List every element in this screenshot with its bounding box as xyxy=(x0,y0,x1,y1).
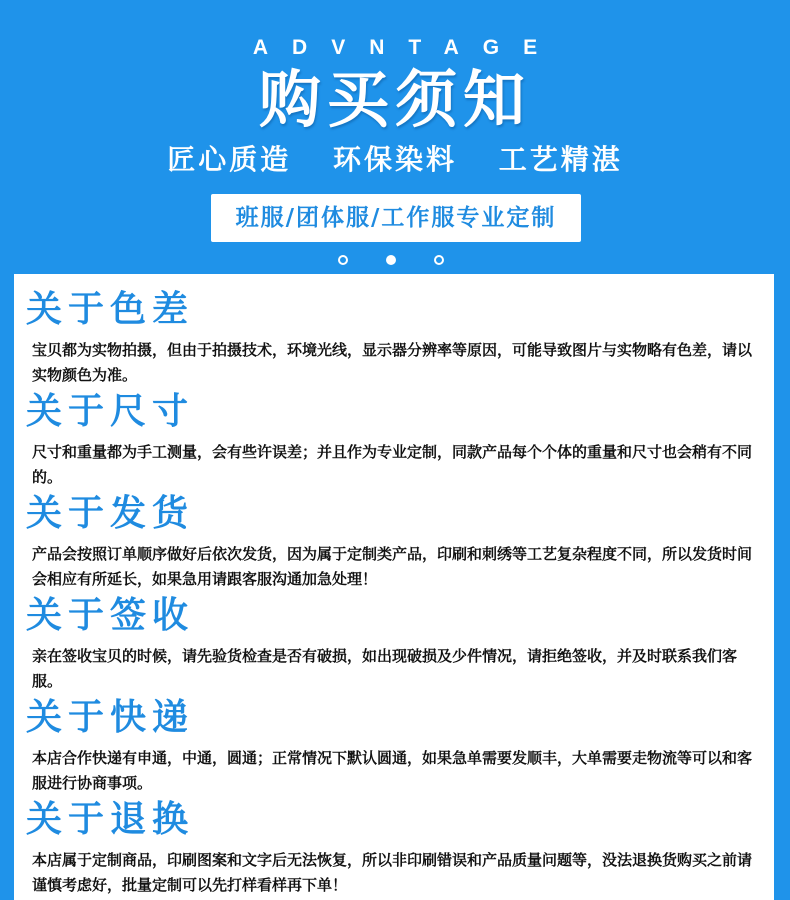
section-title: 关于快递 xyxy=(26,697,195,738)
pager-dot-3 xyxy=(434,255,444,265)
section-body: 尺寸和重量都为手工测量，会有些许误差；并且作为专业定制，同款产品每个个体的重量和尺寸也会稍有不同的。 xyxy=(32,443,753,486)
section-title: 关于退换 xyxy=(26,799,195,840)
section-receipt xyxy=(14,592,774,694)
notice-panel xyxy=(14,274,774,900)
tagline-2: 环保染料 xyxy=(332,143,457,176)
section-color-difference xyxy=(14,286,774,388)
hero-banner xyxy=(0,0,790,270)
pager-dots xyxy=(336,253,454,267)
tagline-1: 匠心质造 xyxy=(167,143,292,176)
section-body: 本店属于定制商品，印刷图案和文字后无法恢复，所以非印刷错误和产品质量问题等，没法退换货购买之前请谨慎考虑好，批量定制可以先打样看样再下单！ xyxy=(32,851,753,894)
section-shipping xyxy=(14,490,774,592)
tagline-3: 工艺精湛 xyxy=(498,143,623,176)
section-title: 关于色差 xyxy=(26,289,195,330)
section-courier xyxy=(14,694,774,796)
section-returns xyxy=(14,796,774,898)
section-title: 关于签收 xyxy=(26,595,195,636)
section-title: 关于发货 xyxy=(26,493,195,534)
section-body: 本店合作快递有申通，中通，圆通；正常情况下默认圆通，如果急单需要发顺丰，大单需要走物流等可以和客服进行协商事项。 xyxy=(32,749,753,792)
section-title: 关于尺寸 xyxy=(26,391,195,432)
tagline-row xyxy=(0,140,790,180)
eyebrow-text: ADVNTAGE xyxy=(252,36,562,59)
section-body: 亲在签收宝贝的时候，请先验货检查是否有破损，如出现破损及少件情况，请拒绝签收，并及时联系我们客服。 xyxy=(32,647,738,690)
section-body: 产品会按照订单顺序做好后依次发货，因为属于定制类产品，印刷和刺绣等工艺复杂程度不同，所以发货时间会相应有所延长，如果急用请跟客服沟通加急处理！ xyxy=(32,545,753,588)
page-title: 购买须知 xyxy=(258,63,531,136)
pager-dot-2-active xyxy=(386,255,396,265)
section-size xyxy=(14,388,774,490)
service-pill: 班服/团体服/工作服专业定制 xyxy=(211,194,581,242)
pager-dot-1 xyxy=(338,255,348,265)
section-body: 宝贝都为实物拍摄，但由于拍摄技术，环境光线，显示器分辨率等原因，可能导致图片与实物略有色差，请以实物颜色为准。 xyxy=(32,341,753,384)
